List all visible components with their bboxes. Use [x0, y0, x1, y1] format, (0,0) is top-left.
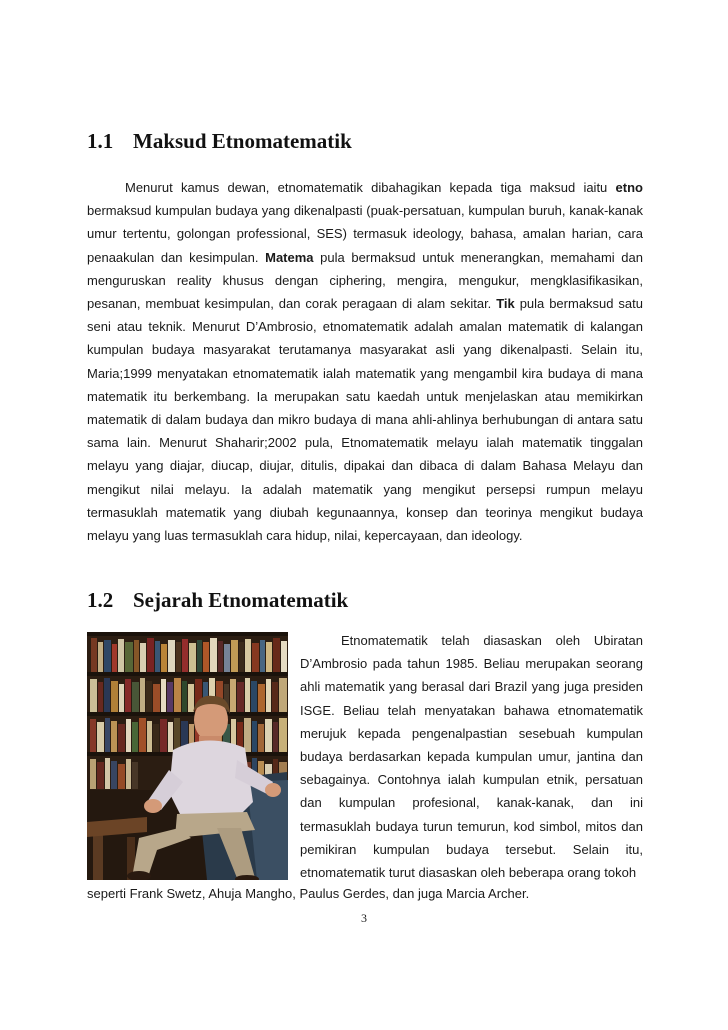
section-heading-sejarah	[87, 588, 348, 613]
section-title: Sejarah Etnomatematik	[133, 588, 349, 612]
paragraph-text: pula bermaksud untuk menerangkan, memahami dan menguruskan reality khusus dengan ciphering, mengira, mengukur, mengklasifikasikan, pesanan, membuat kesimpulan, dan corak peragaan di alam sekitar.	[87, 249, 643, 312]
paragraph-text: pula bermaksud satu seni atau teknik. Menurut D’Ambrosio, etnomatematik adalah amalan matematik di kalangan kumpulan budaya masyarakat terutamanya masyarakat asli yang dikenalpasti. Selain itu, Maria;1999 menyatakan etnomatematik ialah matematik yang mengambil kira budaya di mana matematik itu berkembang. Ia merupakan satu kaedah untuk menjelaskan atau memikirkan matematik di dalam budaya dan mikro budaya di mana ahli-ahlinya berhubungan di antara satu sama lain. Menurut Shaharir;2002 pula, Etnomatematik melayu ialah matematik tinggalan melayu yang diajar, diucap, diujar, ditulis, dipakai dan dibaca di dalam Bahasa Melayu dan mengikut nilai melayu. Ia adalah matematik yang mengikut persepsi rumpun melayu termasuklah matematik yang diubah kegunaannya, konsep dan teorinya mengikut budaya melayu yang luas termasuklah cara hidup, nilai, kepercayaan, dan ideology.	[87, 296, 643, 544]
page-number: 3	[361, 911, 367, 925]
keyword-tik: Tik	[496, 296, 515, 312]
section-heading-maksud	[87, 129, 352, 154]
keyword-matema: Matema	[265, 249, 314, 265]
paragraph-sejarah: Etnomatematik telah diasaskan oleh Ubiratan D’Ambrosio pada tahun 1985. Beliau merupakan seorang ahli matematik yang berasal dari Brazil yang juga presiden ISGE. Beliau telah menyatakan bahawa etnomatematik merujuk kepada pengenalpastian sesebuah kumpulan budaya berdasarkan kepada kumpulan umur, jantina dan sebagainya. Contohnya ialah kumpulan etnik, persatuan dan kumpulan profesional, kanak-kanak, dan ini termasuklah budaya turun temurun, kod simbol, mitos dan pemikiran kumpulan budaya tersebut. Selain itu, etnomatematik turut diasaskan oleh beberapa orang tokoh	[300, 633, 643, 881]
paragraph-text: bermaksud kumpulan budaya yang dikenalpasti (puak-persatuan, kumpulan buruh, kanak-kanak umur tertentu, golongan professional, SES) termasuk ideology, bahasa, amalan harian, cara penaakulan dan kesimpulan.	[87, 203, 643, 265]
paragraph-sejarah-continued: seperti Frank Swetz, Ahuja Mangho, Paulus Gerdes, dan juga Marcia Archer.	[87, 886, 530, 901]
section-number: 1.2	[87, 588, 114, 612]
paragraph-maksud	[87, 176, 643, 547]
paragraph-text: Menurut kamus dewan, etnomatematik dibahagikan kepada tiga maksud iaitu	[125, 180, 616, 195]
section-title: Maksud Etnomatematik	[133, 129, 352, 153]
portrait-photo	[87, 632, 288, 880]
keyword-etno: etno	[615, 180, 643, 195]
section-number: 1.1	[87, 129, 114, 153]
